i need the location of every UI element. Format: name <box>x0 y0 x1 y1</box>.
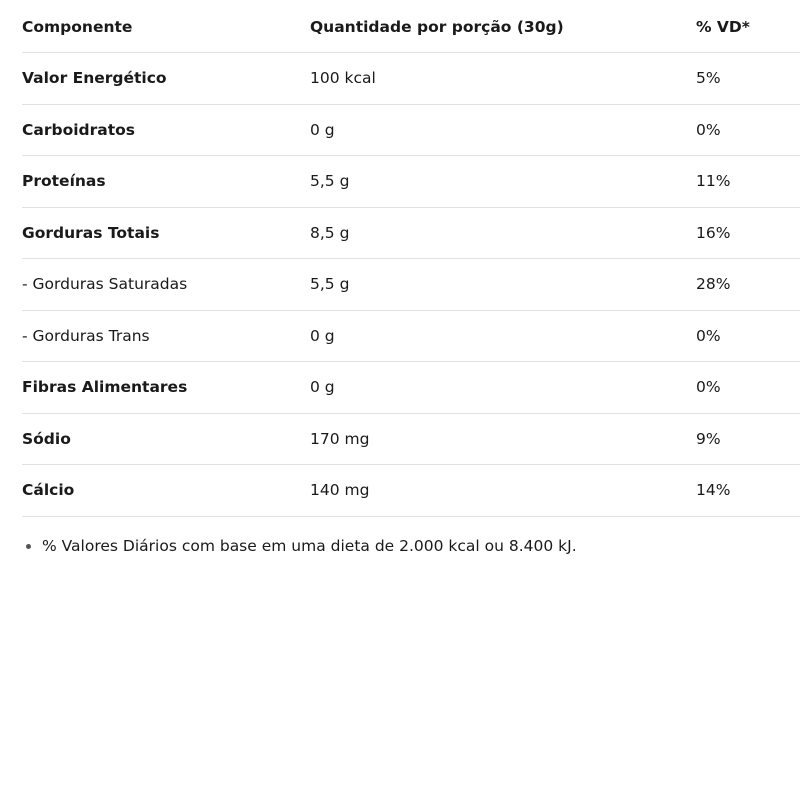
table-row <box>22 105 800 157</box>
table-row <box>22 414 800 466</box>
table-row <box>22 208 800 260</box>
table-header-row <box>22 0 800 53</box>
header-daily-value: % VD* <box>696 17 750 36</box>
cell-component: Cálcio <box>22 481 75 500</box>
header-component: Componente <box>22 17 133 36</box>
table-body <box>22 53 800 517</box>
cell-component: Valor Energético <box>22 69 167 88</box>
cell-quantity: 0 g <box>310 326 335 345</box>
nutrition-table <box>22 0 800 517</box>
table-row <box>22 259 800 311</box>
cell-daily-value: 16% <box>696 223 731 242</box>
cell-quantity: 140 mg <box>310 481 370 500</box>
cell-component: Gorduras Totais <box>22 223 160 242</box>
cell-quantity: 8,5 g <box>310 223 350 242</box>
header-quantity: Quantidade por porção (30g) <box>310 17 564 36</box>
cell-daily-value: 0% <box>696 120 721 139</box>
cell-quantity: 5,5 g <box>310 275 350 294</box>
footnote <box>22 537 577 555</box>
cell-daily-value: 11% <box>696 172 731 191</box>
cell-daily-value: 0% <box>696 378 721 397</box>
cell-component: Fibras Alimentares <box>22 378 188 397</box>
cell-component: - Gorduras Saturadas <box>22 275 188 294</box>
cell-daily-value: 9% <box>696 429 721 448</box>
table-row <box>22 465 800 517</box>
cell-component: Sódio <box>22 429 71 448</box>
cell-daily-value: 5% <box>696 69 721 88</box>
cell-quantity: 0 g <box>310 378 335 397</box>
cell-quantity: 170 mg <box>310 429 370 448</box>
bullet-icon <box>26 544 31 549</box>
footnote-text: % Valores Diários com base em uma dieta de 2.000 kcal ou 8.400 kJ. <box>42 537 577 555</box>
cell-daily-value: 14% <box>696 481 731 500</box>
cell-component: Carboidratos <box>22 120 136 139</box>
cell-component: Proteínas <box>22 172 106 191</box>
cell-daily-value: 0% <box>696 326 721 345</box>
cell-daily-value: 28% <box>696 275 731 294</box>
cell-quantity: 100 kcal <box>310 69 376 88</box>
cell-quantity: 5,5 g <box>310 172 350 191</box>
cell-quantity: 0 g <box>310 120 335 139</box>
table-row <box>22 53 800 105</box>
cell-component: - Gorduras Trans <box>22 326 150 345</box>
table-row <box>22 311 800 363</box>
table-row <box>22 362 800 414</box>
table-row <box>22 156 800 208</box>
